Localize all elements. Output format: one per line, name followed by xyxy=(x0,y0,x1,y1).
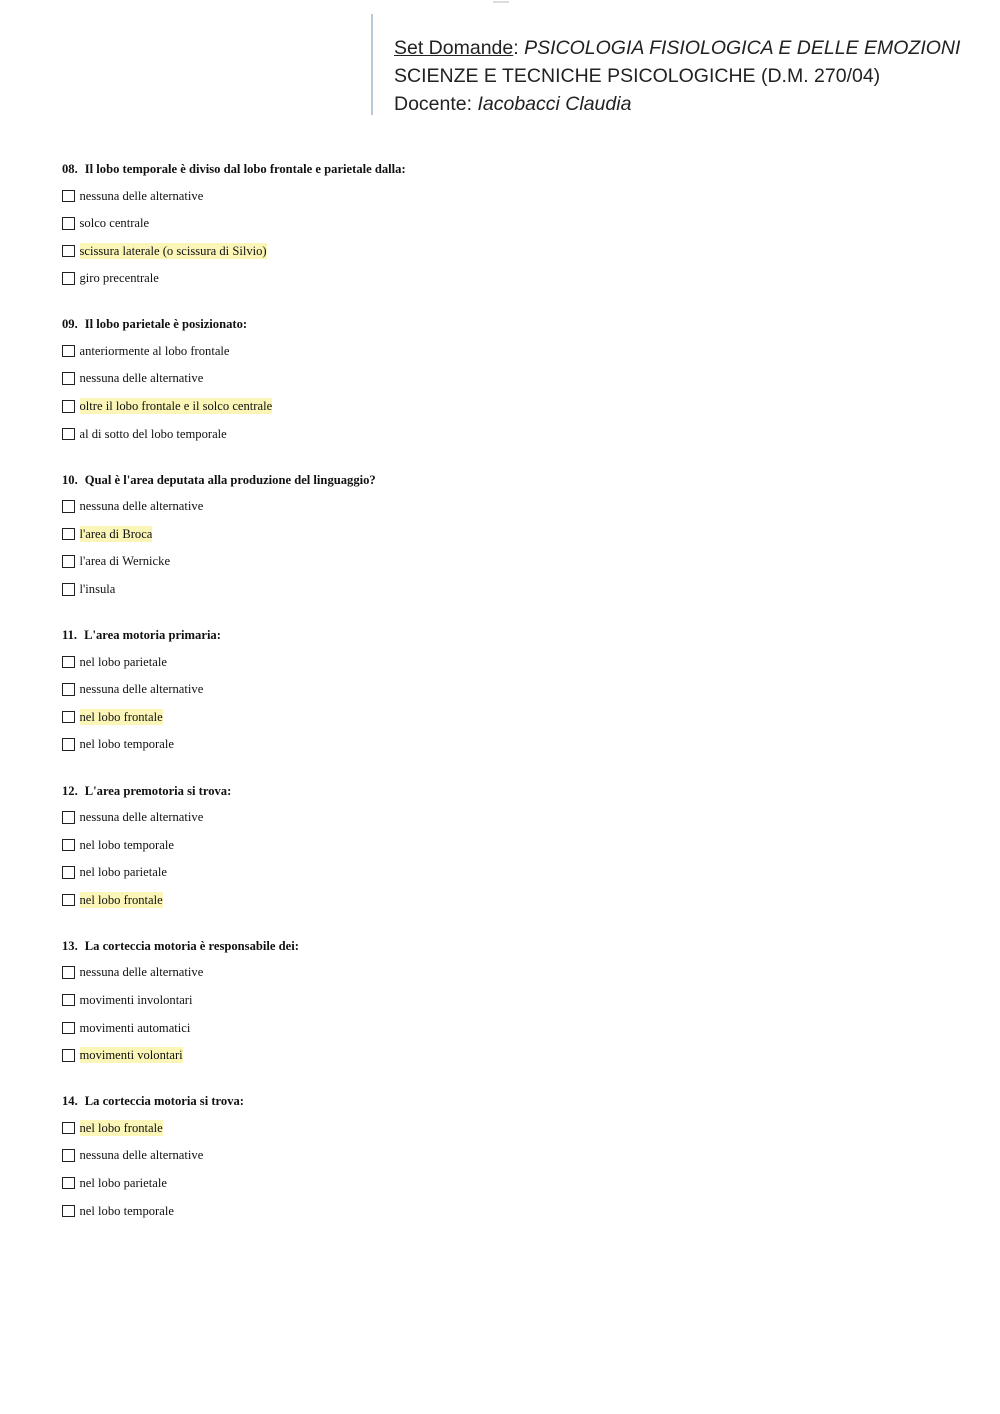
answer-text: nessuna delle alternative xyxy=(79,810,204,824)
answer-checkbox[interactable] xyxy=(62,1205,75,1218)
question-text xyxy=(62,472,962,489)
question-label: La corteccia motoria si trova: xyxy=(84,1094,244,1109)
answer-checkbox[interactable] xyxy=(62,1177,75,1190)
question-number: 10. xyxy=(62,472,78,487)
answer-text: nel lobo temporale xyxy=(79,737,174,752)
answer-text: al di sotto del lobo temporale xyxy=(79,426,227,441)
answer-text: nel lobo parietale xyxy=(79,1175,167,1190)
answer-checkbox[interactable] xyxy=(62,217,75,230)
question-block xyxy=(62,938,962,1075)
answer-checkbox[interactable] xyxy=(62,738,75,751)
question-label: L'area motoria primaria: xyxy=(84,628,221,643)
question-block xyxy=(62,472,962,609)
answer-text-highlighted: nel lobo frontale xyxy=(79,709,163,724)
answer-checkbox[interactable] xyxy=(62,190,75,203)
answer-text: nessuna delle alternative xyxy=(79,1148,204,1163)
teacher-line xyxy=(394,93,631,116)
answer-text: nessuna delle alternative xyxy=(79,682,204,697)
question-number: 09. xyxy=(62,317,78,332)
answer-option[interactable] xyxy=(62,809,962,837)
answer-text: l'insula xyxy=(79,582,116,597)
question-text xyxy=(62,783,962,800)
answer-text: nel lobo parietale xyxy=(79,654,167,669)
answer-option[interactable] xyxy=(62,1020,962,1048)
answer-option[interactable] xyxy=(62,709,962,737)
answer-option[interactable] xyxy=(62,343,962,371)
document-header xyxy=(371,14,973,115)
question-block xyxy=(62,627,962,764)
question-block xyxy=(62,1093,962,1230)
answer-option[interactable] xyxy=(62,1120,962,1148)
answer-option[interactable] xyxy=(62,992,962,1020)
answer-text-highlighted: l'area di Broca xyxy=(79,526,153,541)
answer-checkbox[interactable] xyxy=(62,839,75,852)
answer-text: nel lobo parietale xyxy=(79,865,167,880)
answer-option[interactable] xyxy=(62,964,962,992)
answer-option[interactable] xyxy=(62,370,962,398)
teacher-name: Iacobacci Claudia xyxy=(477,93,632,115)
answer-checkbox[interactable] xyxy=(62,966,75,979)
answer-option[interactable] xyxy=(62,398,962,426)
answer-text: movimenti automatici xyxy=(79,1020,191,1035)
answer-checkbox[interactable] xyxy=(62,245,75,258)
subject-title: PSICOLOGIA FISIOLOGICA E DELLE EMOZIONI xyxy=(524,37,961,59)
question-number: 11. xyxy=(62,628,78,643)
answer-checkbox[interactable] xyxy=(62,1049,75,1062)
question-block xyxy=(62,316,962,453)
answer-option[interactable] xyxy=(62,864,962,892)
answer-checkbox[interactable] xyxy=(62,345,75,358)
answer-option[interactable] xyxy=(62,654,962,682)
answer-text-highlighted: nel lobo frontale xyxy=(79,892,163,907)
question-text xyxy=(62,1093,962,1110)
question-set-line xyxy=(394,37,960,60)
page-top-mark xyxy=(493,1,509,3)
answer-checkbox[interactable] xyxy=(62,400,75,413)
answer-checkbox[interactable] xyxy=(62,656,75,669)
answer-option[interactable] xyxy=(62,426,962,454)
question-label: Qual è l'area deputata alla produzione del linguaggio? xyxy=(84,472,376,487)
answer-checkbox[interactable] xyxy=(62,1149,75,1162)
answer-option[interactable] xyxy=(62,1147,962,1175)
answer-option[interactable] xyxy=(62,1203,962,1231)
answer-text: movimenti involontari xyxy=(79,992,193,1007)
answer-text-highlighted: oltre il lobo frontale e il solco centrale xyxy=(79,399,273,414)
answer-checkbox[interactable] xyxy=(62,811,75,824)
answer-option[interactable] xyxy=(62,681,962,709)
answer-option[interactable] xyxy=(62,243,962,271)
answer-checkbox[interactable] xyxy=(62,555,75,568)
answer-checkbox[interactable] xyxy=(62,428,75,441)
answer-option[interactable] xyxy=(62,1047,962,1075)
set-label: Set Domande xyxy=(394,37,514,59)
question-block xyxy=(62,161,962,298)
teacher-label: Docente: xyxy=(394,93,473,115)
question-label: Il lobo temporale è diviso dal lobo frontale e parietale dalla: xyxy=(84,162,406,176)
question-text xyxy=(62,316,962,333)
answer-option[interactable] xyxy=(62,526,962,554)
answer-text: nessuna delle alternative xyxy=(79,965,204,980)
answer-checkbox[interactable] xyxy=(62,994,75,1007)
answer-text: nessuna delle alternative xyxy=(79,499,204,514)
answer-option[interactable] xyxy=(62,553,962,581)
answer-text: nel lobo temporale xyxy=(79,1203,174,1218)
answer-option[interactable] xyxy=(62,736,962,764)
answer-text: nel lobo temporale xyxy=(79,837,174,852)
set-colon: : xyxy=(513,37,519,59)
question-text xyxy=(62,938,962,955)
course-name: SCIENZE E TECNICHE PSICOLOGICHE (D.M. 270/04) xyxy=(394,65,881,87)
answer-text: l'area di Wernicke xyxy=(79,554,171,569)
answer-checkbox[interactable] xyxy=(62,583,75,596)
answer-checkbox[interactable] xyxy=(62,711,75,724)
answer-option[interactable] xyxy=(62,581,962,609)
question-number: 12. xyxy=(62,783,78,798)
answer-option[interactable] xyxy=(62,188,962,216)
answer-option[interactable] xyxy=(62,215,962,243)
answer-text: anteriormente al lobo frontale xyxy=(79,343,230,358)
question-number: 13. xyxy=(62,938,78,953)
answer-text: giro precentrale xyxy=(79,271,159,286)
answer-text: nessuna delle alternative xyxy=(79,371,204,386)
answer-option[interactable] xyxy=(62,1175,962,1203)
question-text xyxy=(62,161,962,178)
question-label: La corteccia motoria è responsabile dei: xyxy=(84,938,299,953)
answer-checkbox[interactable] xyxy=(62,1022,75,1035)
answer-checkbox[interactable] xyxy=(62,500,75,513)
answer-checkbox[interactable] xyxy=(62,866,75,879)
question-block xyxy=(62,783,962,920)
answer-text-highlighted: scissura laterale (o scissura di Silvio) xyxy=(79,243,267,258)
answer-text-highlighted: movimenti volontari xyxy=(79,1048,183,1063)
answer-checkbox[interactable] xyxy=(62,272,75,285)
answer-checkbox[interactable] xyxy=(62,894,75,907)
answer-option[interactable] xyxy=(62,892,962,920)
answer-checkbox[interactable] xyxy=(62,372,75,385)
answer-text: nessuna delle alternative xyxy=(79,188,204,203)
question-label: L'area premotoria si trova: xyxy=(84,783,232,798)
answer-text: solco centrale xyxy=(79,216,150,231)
answer-option[interactable] xyxy=(62,837,962,865)
answer-option[interactable] xyxy=(62,270,962,298)
question-text xyxy=(62,627,962,644)
answer-checkbox[interactable] xyxy=(62,683,75,696)
question-number: 08. xyxy=(62,162,78,176)
question-list xyxy=(62,161,962,1249)
answer-text-highlighted: nel lobo frontale xyxy=(79,1120,163,1135)
answer-option[interactable] xyxy=(62,498,962,526)
answer-checkbox[interactable] xyxy=(62,1122,75,1135)
question-label: Il lobo parietale è posizionato: xyxy=(84,317,248,332)
question-number: 14. xyxy=(62,1094,78,1109)
answer-checkbox[interactable] xyxy=(62,528,75,541)
